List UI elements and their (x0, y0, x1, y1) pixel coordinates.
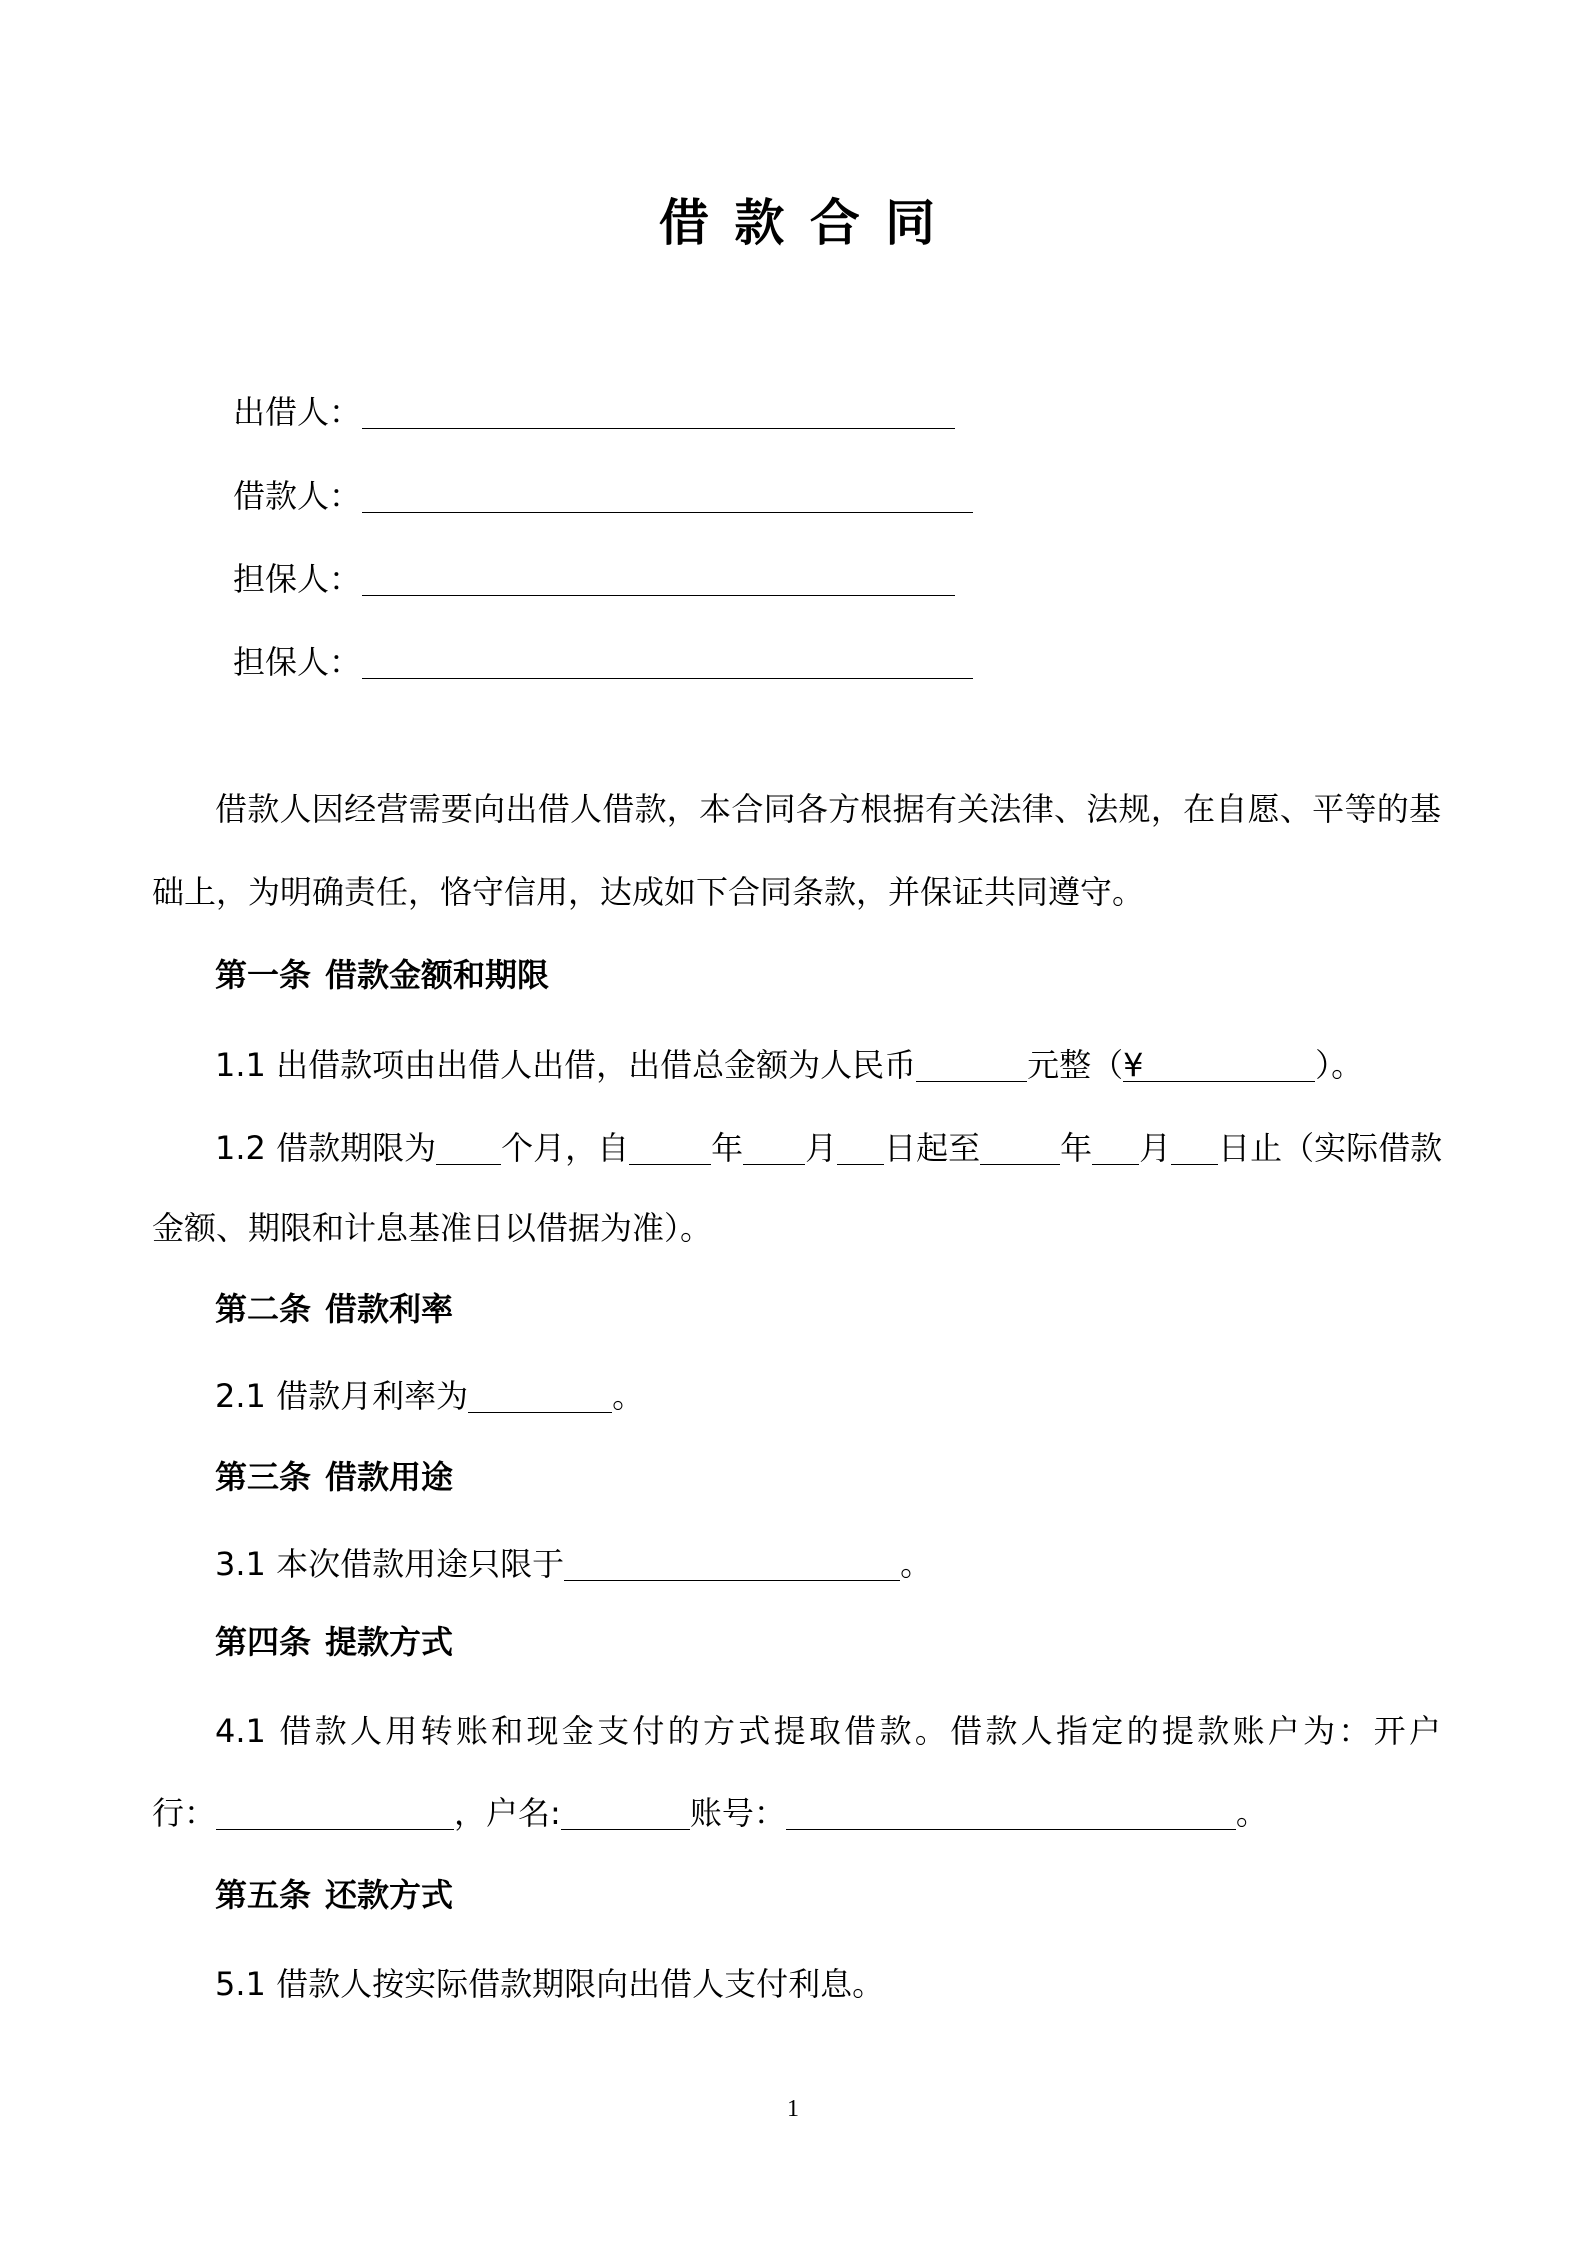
clause-text: 月 (805, 1129, 838, 1167)
party-label: 出借人： (233, 393, 362, 431)
loan-purpose-blank (564, 1547, 900, 1581)
monthly-rate-blank (468, 1379, 612, 1413)
bank-blank (216, 1796, 454, 1830)
party-label: 担保人： (233, 560, 362, 598)
account-name-blank (561, 1796, 690, 1830)
clause-text: 。 (900, 1545, 933, 1583)
clause-text: 年 (1060, 1129, 1093, 1167)
clause-text: 月 (1139, 1129, 1172, 1167)
clause-text: 元整（ (1027, 1046, 1124, 1084)
clause-text: 日止（实际借款 (1218, 1129, 1443, 1167)
party-label: 借款人： (233, 477, 362, 515)
lender-name-blank (362, 395, 955, 429)
page-number: 1 (787, 2096, 799, 2122)
clause-text: 。 (612, 1377, 645, 1415)
clause-1-1 (215, 1048, 1363, 1082)
clause-3-1 (215, 1547, 932, 1581)
article-heading-3 (215, 1460, 453, 1494)
article-heading-1 (215, 958, 549, 992)
party-guarantor-row-2 (233, 645, 973, 679)
clause-text: 账号： (689, 1794, 786, 1832)
clause-text: 日起至 (884, 1129, 981, 1167)
currency-symbol: ¥ (1123, 1046, 1144, 1084)
article-title: 借款金额和期限 (325, 956, 550, 994)
clause-text: 1.1 出借款项由出借人出借，出借总金额为人民币 (215, 1046, 917, 1084)
article-number: 第三条 (215, 1458, 312, 1496)
preamble-line-1: 借款人因经营需要向出借人借款，本合同各方根据有关法律、法规，在自愿、平等的基 (215, 790, 1441, 828)
clause-text: 2.1 借款月利率为 (215, 1377, 469, 1415)
amount-figures-blank (1123, 1048, 1315, 1082)
party-lender-row (233, 395, 955, 429)
article-heading-2 (215, 1292, 453, 1326)
clause-text: 行： (152, 1794, 217, 1832)
clause-text: 年 (711, 1129, 744, 1167)
article-title: 借款用途 (325, 1458, 454, 1496)
clause-5-1: 5.1 借款人按实际借款期限向出借人支付利息。 (215, 1965, 885, 2003)
party-guarantor-row (233, 562, 955, 596)
borrower-name-blank (362, 479, 973, 513)
clause-4-1: 4.1 借款人用转账和现金支付的方式提取借款。借款人指定的提款账户为：开户 (215, 1712, 1441, 1750)
clause-text: 。 (1235, 1794, 1268, 1832)
party-label: 担保人： (233, 643, 362, 681)
party-borrower-row (233, 479, 973, 513)
start-month-blank (743, 1131, 805, 1165)
article-title: 提款方式 (325, 1623, 454, 1661)
clause-text: 个月，自 (501, 1129, 630, 1167)
clause-text: 3.1 本次借款用途只限于 (215, 1545, 565, 1583)
clause-2-1 (215, 1379, 644, 1413)
clause-text: 1.2 借款期限为 (215, 1129, 437, 1167)
amount-words-blank (916, 1048, 1027, 1082)
start-year-blank (629, 1131, 711, 1165)
clause-text: ，户名: (454, 1794, 561, 1832)
document-title: 借 款 合 同 (658, 194, 940, 252)
clause-text: ）。 (1315, 1046, 1364, 1084)
article-heading-5 (215, 1878, 453, 1912)
article-title: 还款方式 (325, 1876, 454, 1914)
start-day-blank (837, 1131, 884, 1165)
article-number: 第一条 (215, 956, 312, 994)
article-number: 第五条 (215, 1876, 312, 1914)
article-number: 第四条 (215, 1623, 312, 1661)
end-year-blank (980, 1131, 1060, 1165)
clause-1-2-continued: 金额、期限和计息基准日以借据为准）。 (152, 1209, 713, 1247)
term-months-blank (436, 1131, 501, 1165)
article-heading-4 (215, 1625, 453, 1659)
preamble-line-2: 础上，为明确责任，恪守信用，达成如下合同条款，并保证共同遵守。 (152, 873, 1145, 911)
article-title: 借款利率 (325, 1290, 454, 1328)
guarantor-name-blank (362, 562, 955, 596)
guarantor-name-blank-2 (362, 645, 973, 679)
end-day-blank (1171, 1131, 1218, 1165)
article-number: 第二条 (215, 1290, 312, 1328)
end-month-blank (1092, 1131, 1139, 1165)
account-number-blank (786, 1796, 1236, 1830)
clause-1-2 (215, 1131, 1441, 1165)
clause-4-1-account (152, 1796, 1268, 1830)
